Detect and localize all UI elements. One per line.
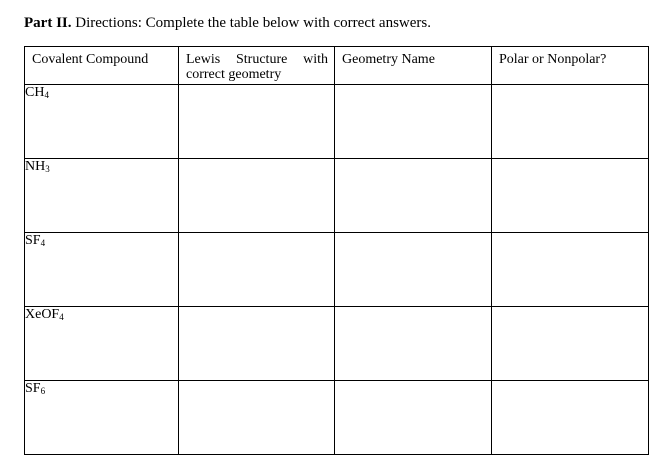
compound-cell (25, 159, 179, 233)
polarity-answer-cell[interactable] (492, 159, 649, 233)
table-row (25, 233, 649, 307)
table-row (25, 85, 649, 159)
geometry-answer-cell[interactable] (335, 159, 492, 233)
table-row (25, 159, 649, 233)
lewis-structure-answer-cell[interactable] (179, 159, 335, 233)
header-geometry-label: Geometry Name (342, 52, 435, 67)
header-lewis-word3: with (303, 52, 328, 67)
answer-table (24, 46, 649, 455)
compound-subscript: 6 (40, 386, 46, 396)
header-covalent-compound (25, 47, 179, 85)
header-lewis-word2: Structure (236, 52, 288, 67)
lewis-structure-answer-cell[interactable] (179, 307, 335, 381)
compound-cell (25, 85, 179, 159)
compound-formula: XeOF (25, 307, 60, 322)
compound-subscript: 4 (59, 312, 64, 322)
header-polarity-label: Polar or Nonpolar? (499, 52, 607, 67)
compound-formula: NH (25, 159, 46, 174)
compound-cell (25, 233, 179, 307)
directions-text: Directions: Complete the table below with correct answers. (71, 15, 431, 31)
table-row (25, 381, 649, 455)
table-row (25, 307, 649, 381)
polarity-answer-cell[interactable] (492, 85, 649, 159)
polarity-answer-cell[interactable] (492, 233, 649, 307)
compound-formula: SF (25, 233, 41, 248)
directions-heading (24, 14, 431, 32)
geometry-answer-cell[interactable] (335, 381, 492, 455)
polarity-answer-cell[interactable] (492, 381, 649, 455)
part-label: Part II. (24, 15, 72, 31)
compound-cell (25, 307, 179, 381)
compound-subscript: 3 (45, 164, 50, 174)
header-compound-label: Covalent Compound (32, 52, 149, 67)
table-header-row (25, 47, 649, 85)
compound-subscript: 4 (40, 238, 46, 248)
compound-subscript: 4 (44, 90, 49, 100)
header-geometry-name (335, 47, 492, 85)
geometry-answer-cell[interactable] (335, 233, 492, 307)
compound-formula: CH (25, 85, 45, 100)
header-polarity (492, 47, 649, 85)
header-lewis-line1 (186, 52, 328, 67)
header-lewis-structure (179, 47, 335, 85)
header-lewis-word1: Lewis (186, 52, 221, 67)
geometry-answer-cell[interactable] (335, 307, 492, 381)
lewis-structure-answer-cell[interactable] (179, 381, 335, 455)
lewis-structure-answer-cell[interactable] (179, 233, 335, 307)
header-lewis-line2: correct geometry (186, 67, 282, 82)
polarity-answer-cell[interactable] (492, 307, 649, 381)
compound-formula: SF (25, 381, 41, 396)
geometry-answer-cell[interactable] (335, 85, 492, 159)
compound-cell (25, 381, 179, 455)
lewis-structure-answer-cell[interactable] (179, 85, 335, 159)
